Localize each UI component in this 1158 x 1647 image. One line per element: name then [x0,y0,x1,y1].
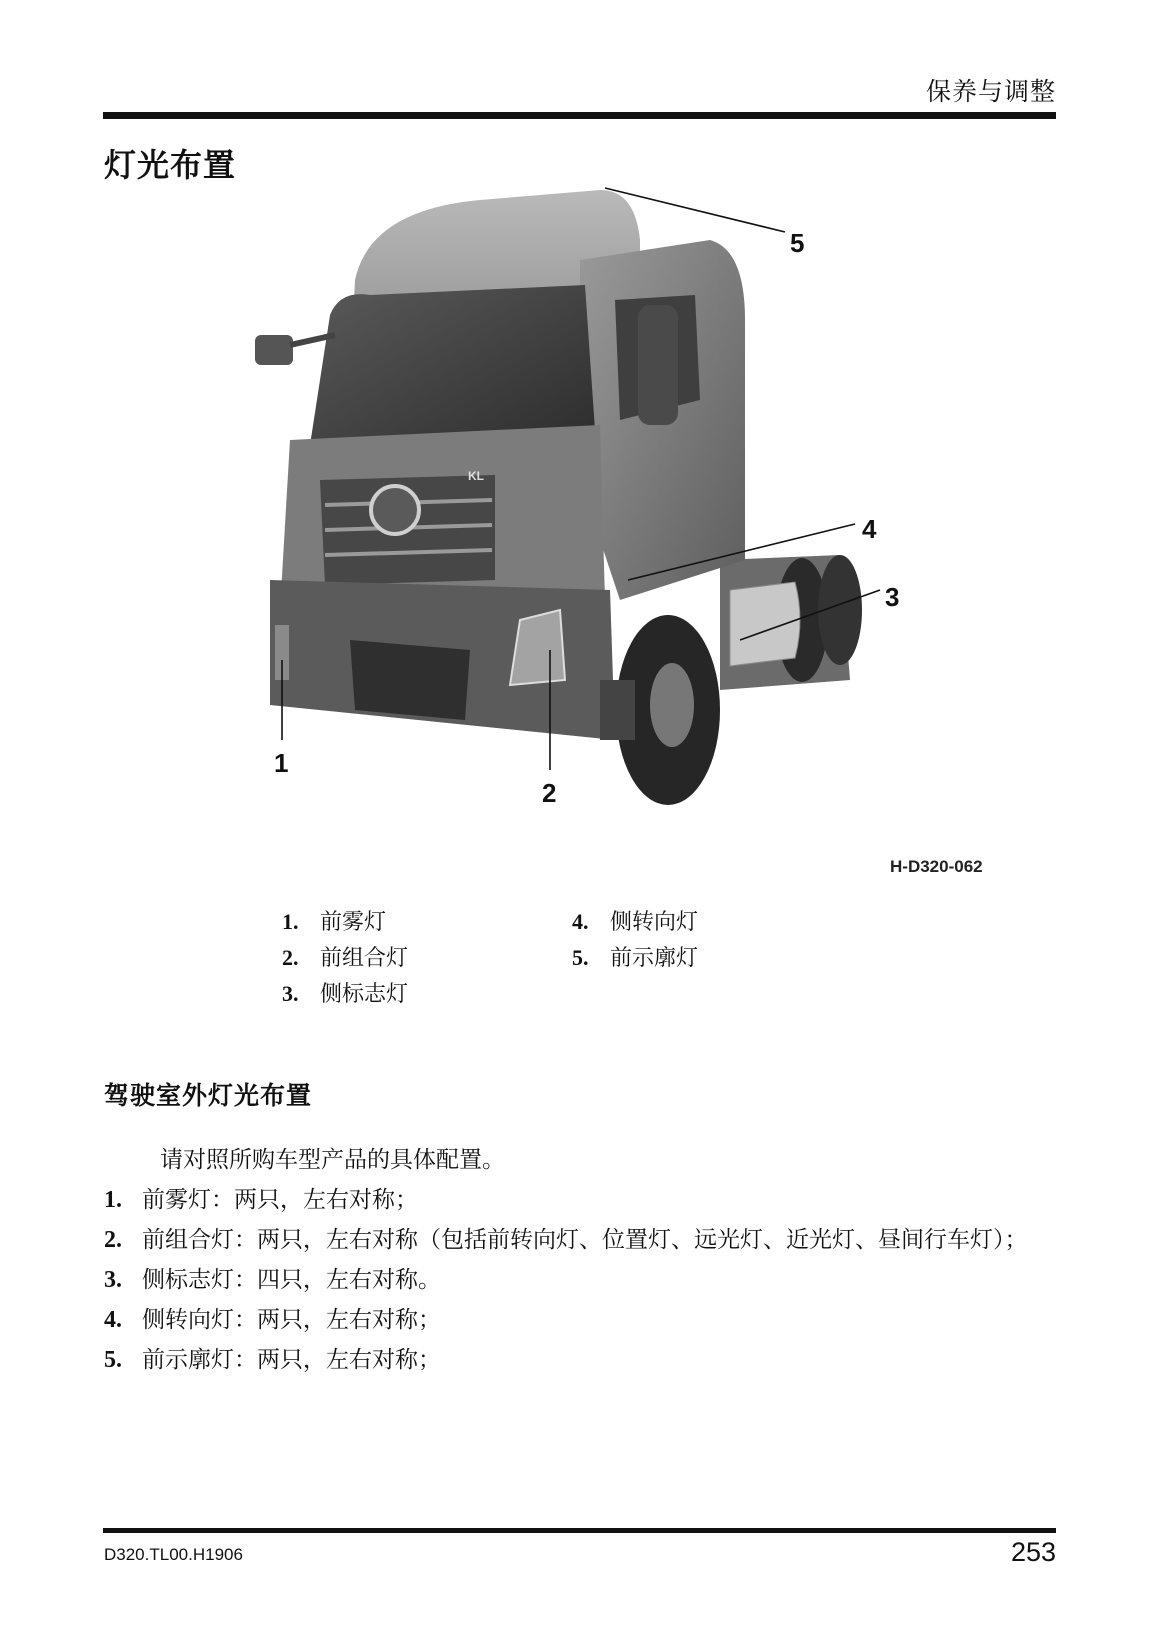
list-item [104,1340,1054,1380]
truck-illustration [240,180,1020,880]
step [600,680,635,740]
legend-num: 5. [572,945,589,970]
brand-logo [371,486,419,534]
list-item-num: 5. [104,1347,122,1373]
fuel-tank [730,582,800,666]
side-mirror [638,305,678,425]
figure-legend [282,905,982,1025]
footer-rule [103,1528,1056,1533]
section-body [104,1140,1054,1380]
truck-svg [240,180,1020,880]
figure-code: H-D320-062 [890,857,983,876]
list-item-text: 前示廓灯：两只，左右对称； [142,1347,441,1373]
cab-badge: KL [468,469,484,483]
list-item-text: 前雾灯：两只，左右对称； [142,1187,418,1213]
list-item-text: 侧转向灯：两只，左右对称； [142,1307,441,1333]
legend-item [282,905,386,936]
legend-label: 前雾灯 [320,910,387,935]
list-item-num: 3. [104,1267,122,1293]
list-item [104,1180,1054,1220]
section-intro: 请对照所购车型产品的具体配置。 [160,1147,505,1173]
page-title: 灯光布置 [104,146,237,184]
legend-num: 2. [282,945,299,970]
list-item-text: 前组合灯：两只，左右对称（包括前转向灯、位置灯、远光灯、近光灯、昼间行车灯）； [142,1227,1028,1253]
legend-num: 1. [282,909,299,934]
list-item-num: 2. [104,1227,122,1253]
legend-num: 4. [572,909,589,934]
legend-item [282,941,408,972]
legend-label: 侧转向灯 [610,910,699,935]
list-item [104,1260,1054,1300]
callout-2: 2 [542,778,557,808]
list-item [104,1300,1054,1340]
page-number: 253 [1010,1537,1056,1567]
header-rule [103,112,1056,119]
callout-1: 1 [274,748,289,778]
legend-label: 前组合灯 [320,946,409,971]
bumper-vent [350,640,470,720]
legend-num: 3. [282,981,299,1006]
section-title: 驾驶室外灯光布置 [104,1081,313,1110]
callout-4: 4 [862,514,877,544]
legend-item [572,941,698,972]
footer-doc-code: D320.TL00.H1906 [104,1545,243,1564]
callout-5: 5 [790,228,805,258]
left-mirror [255,335,293,365]
list-item-num: 1. [104,1187,122,1213]
header-section-title: 保养与调整 [925,77,1056,106]
list-item [104,1220,1054,1260]
legend-label: 侧标志灯 [320,982,409,1007]
windscreen [310,285,595,445]
legend-label: 前示廓灯 [610,946,699,971]
list-item-num: 4. [104,1307,122,1333]
list-item-text: 侧标志灯：四只，左右对称。 [142,1267,441,1293]
legend-item [282,977,408,1008]
callout-3: 3 [885,582,900,612]
legend-item [572,905,698,936]
